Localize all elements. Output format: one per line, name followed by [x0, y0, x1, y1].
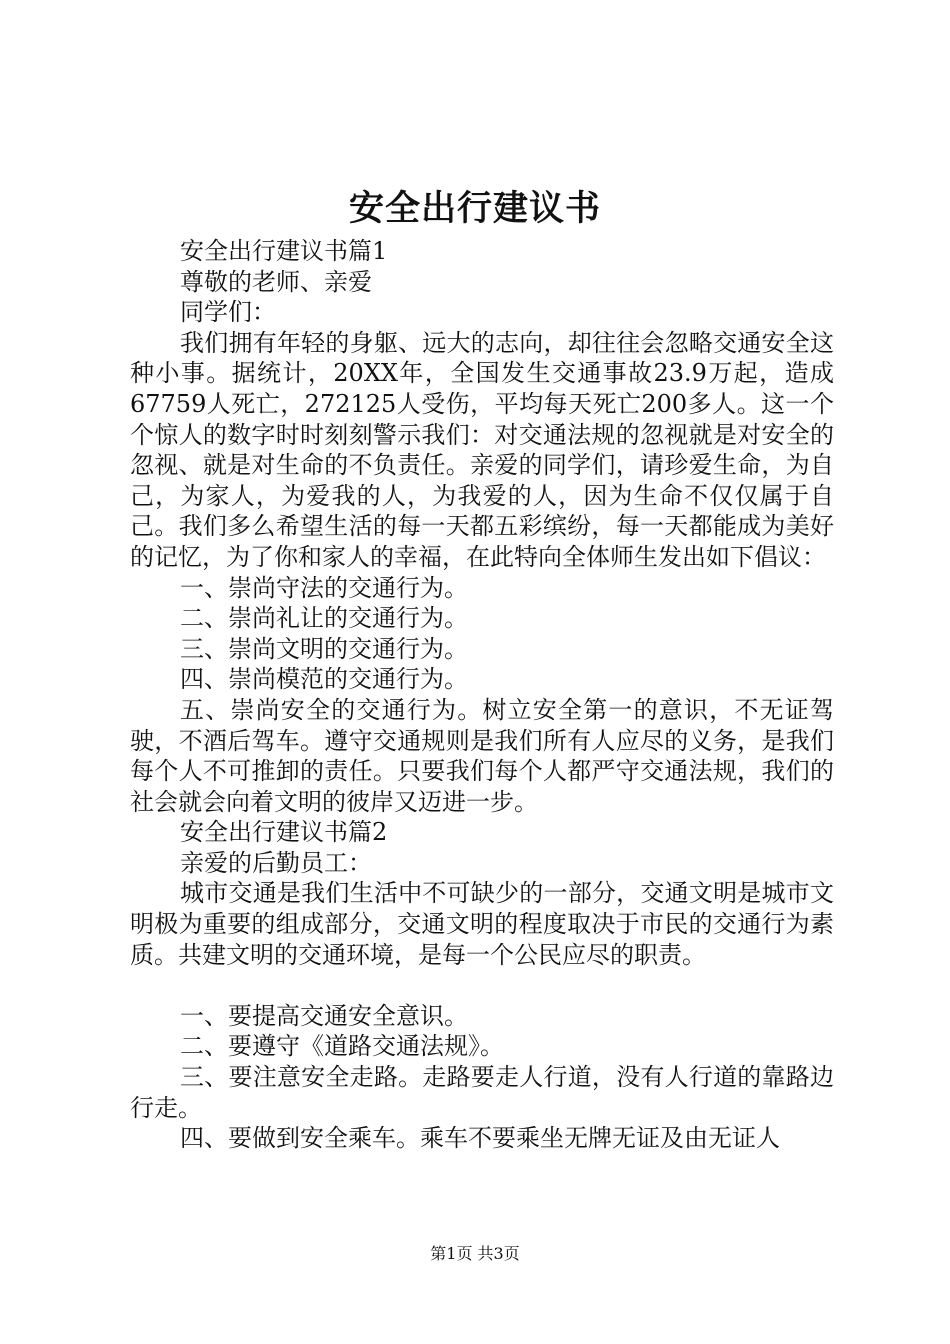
list-item: 一、要提高交通安全意识。 [180, 1001, 468, 1030]
document-title: 安全出行建议书 [348, 188, 601, 229]
body-paragraph: 城市交通是我们生活中不可缺少的一部分，交通文明是城市文明极为重要的组成部分，交通文明的程度取决于市民的交通行为素质。共建文明的交通环境，是每一个公民应尽的职责。 [130, 879, 834, 969]
body-paragraph: 四、要做到安全乘车。乘车不要乘坐无牌无证及由无证人 [180, 1124, 780, 1153]
salutation-line: 同学们： [180, 298, 276, 327]
section-heading: 安全出行建议书篇1 [180, 237, 388, 265]
paragraph-gap [130, 970, 834, 1001]
list-item: 三、崇尚文明的交通行为。 [180, 634, 468, 663]
list-item: 四、崇尚模范的交通行为。 [180, 665, 468, 694]
list-item: 二、要遵守《道路交通法规》。 [180, 1032, 504, 1061]
body-paragraph: 三、要注意安全走路。走路要走人行道，没有人行道的靠路边行走。 [130, 1063, 834, 1122]
body-paragraph: 我们拥有年轻的身躯、远大的志向，却往往会忽略交通安全这种小事。据统计，20XX年，全国发生交通事故23.9万起，造成67759人死亡，272125人受伤，平均每天死亡200多人。这一个个惊人的数字时时刻刻警示我们：对交通法规的忽视就是对安全的忽视、就是对生命的不负责任。亲爱的同学们，请珍爱生命，为自己，为家人，为爱我的人，为我爱的人，因为生命不仅仅属于自己。我们多么希望生活的每一天都五彩缤纷，每一天都能成为美好的记忆，为了你和家人的幸福，在此特向全体师生发出如下倡议： [130, 328, 834, 571]
document-body [130, 236, 834, 1154]
page-footer: 第1页 共3页 [430, 1244, 520, 1263]
list-item: 一、崇尚守法的交通行为。 [180, 573, 468, 602]
salutation-line: 亲爱的后勤员工： [180, 848, 372, 877]
body-paragraph: 五、崇尚安全的交通行为。树立安全第一的意识，不无证驾驶，不酒后驾车。遵守交通规则是我们所有人应尽的义务，是我们每个人不可推卸的责任。只要我们每个人都严守交通法规，我们的社会就会向着文明的彼岸又迈进一步。 [130, 695, 834, 816]
salutation-line: 尊敬的老师、亲爱 [180, 267, 372, 296]
list-item: 二、崇尚礼让的交通行为。 [180, 604, 468, 633]
section-heading: 安全出行建议书篇2 [180, 818, 388, 847]
